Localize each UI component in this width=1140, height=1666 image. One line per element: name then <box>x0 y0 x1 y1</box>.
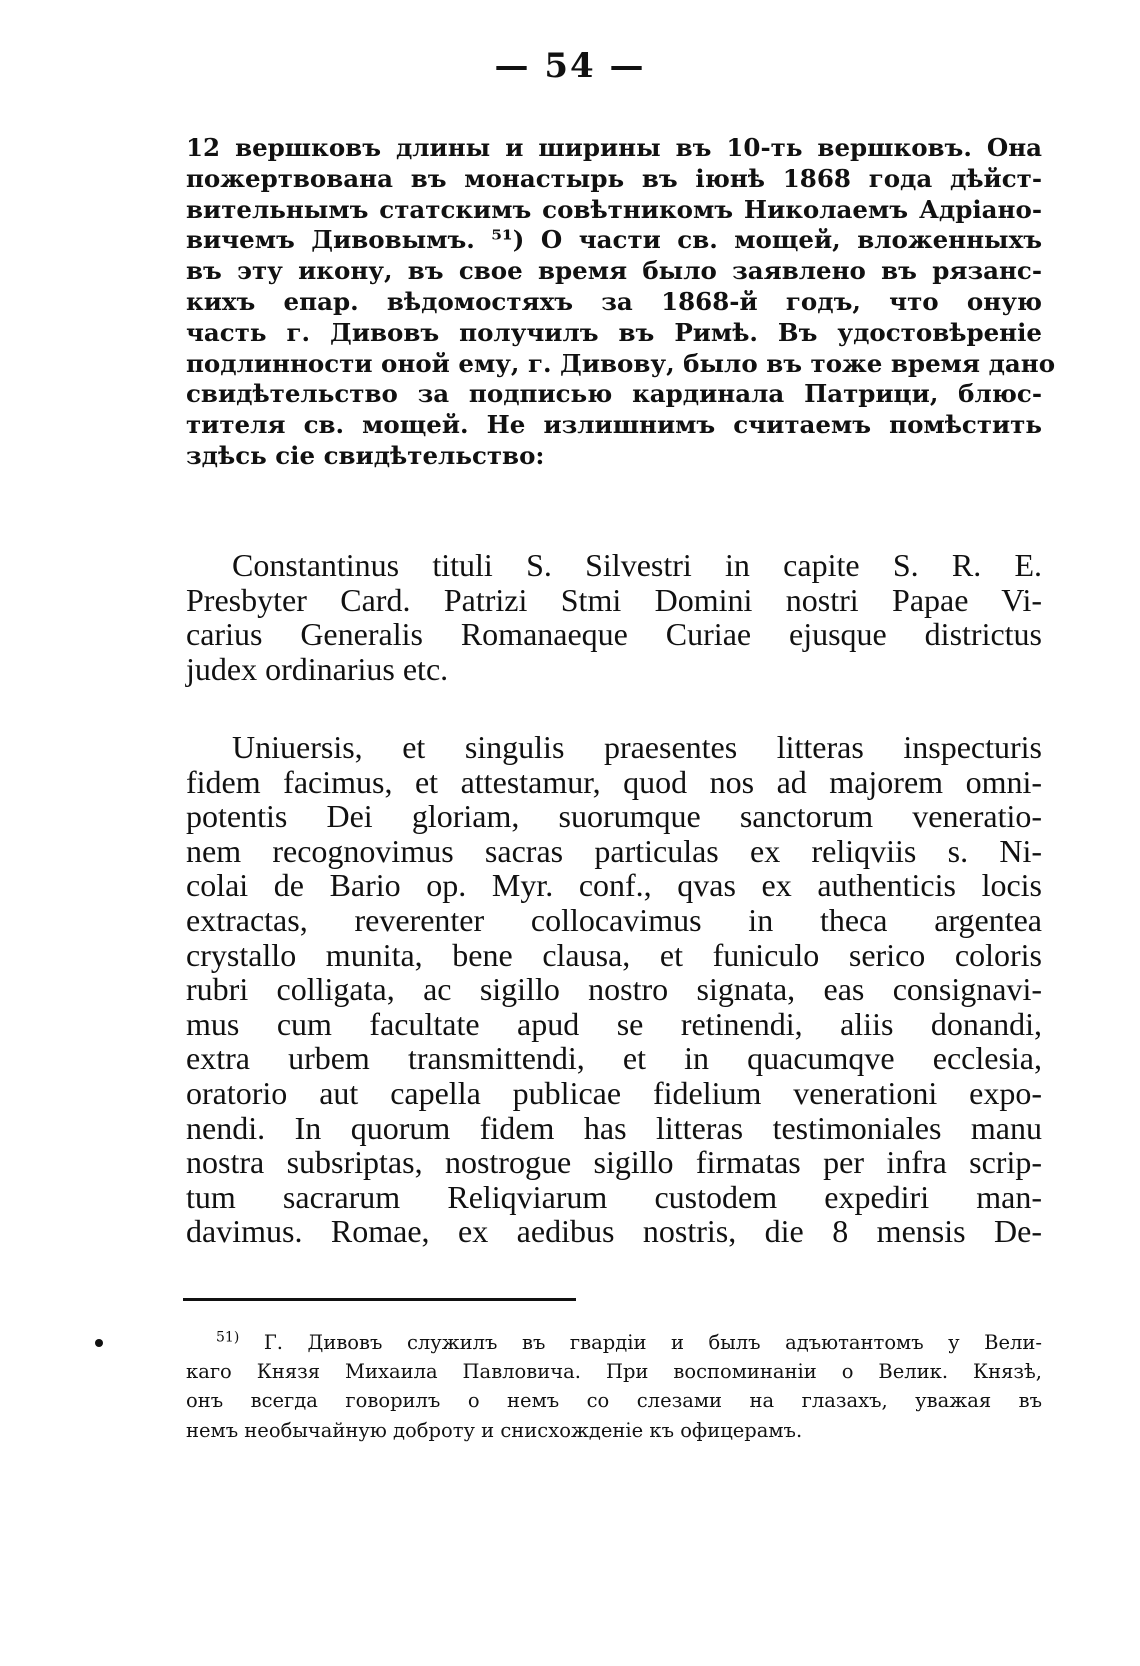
text-line: carius Generalis Romanaeque Curiae ejusque districtus <box>186 616 1042 653</box>
text-line: fidem facimus, et attestamur, quod nos ad majorem omni- <box>186 763 1042 800</box>
text-line: davimus. Romae, ex aedibus nostris, die 8 mensis De- <box>186 1213 1042 1250</box>
page-number: — 54 — <box>494 46 646 86</box>
text-line: mus cum facultate apud se retinendi, aliis donandi, <box>186 1005 1042 1042</box>
footnote-line: онъ всегда говорилъ о немъ со слезами на глазахъ, уважая въ <box>186 1389 1042 1413</box>
text-line: Presbyter Card. Patrizi Stmi Domini nostri Papae Vi- <box>186 581 1042 618</box>
text-line: здѣсь сіе свидѣтельство: <box>186 440 545 470</box>
text-line: potentis Dei gloriam, suorumque sanctorum veneratio- <box>186 798 1042 835</box>
footnote-line: каго Князя Михаила Павловича. При воспоминаніи о Велик. Князѣ, <box>186 1360 1042 1384</box>
text-line: crystallo munita, bene clausa, et funiculo serico coloris <box>186 936 1042 973</box>
text-line: Uniuersis, et singulis praesentes litteras inspecturis <box>232 729 1042 765</box>
text-line: judex ordinarius etc. <box>186 650 449 687</box>
text-line: rubri colligata, ac sigillo nostro signata, eas consignavi- <box>186 971 1042 1008</box>
text-line: тителя св. мощей. Не излишнимъ считаемъ помѣстить <box>186 410 1042 440</box>
footnote-line <box>186 1328 1042 1357</box>
text-line: nendi. In quorum fidem has litteras testimoniales manu <box>186 1109 1042 1146</box>
text-line: nem recognovimus sacras particulas ex reliqviis s. Ni- <box>186 832 1042 869</box>
footnote-marker: 51) <box>216 1329 240 1346</box>
text-line: Constantinus tituli S. Silvestri in capite S. R. E. <box>232 547 1042 583</box>
text-line: oratorio aut capella publicae fidelium venerationi expo- <box>186 1074 1042 1111</box>
text-line: 12 вершковъ длины и ширины въ 10-ть вершковъ. Она <box>186 133 1042 162</box>
text-line: extractas, reverenter collocavimus in theca argentea <box>186 901 1042 938</box>
text-line: extra urbem transmittendi, et in quacumqve ecclesia, <box>186 1040 1042 1077</box>
text-line: свидѣтельство за подписью кардинала Патрици, блюс- <box>186 379 1042 409</box>
text-line: tum sacrarum Reliqviarum custodem expediri man- <box>186 1178 1042 1215</box>
bullet-dot-icon <box>95 1339 103 1347</box>
footnote-text: Г. Дивовъ служилъ въ гвардіи и былъ адъютантомъ у Вели- <box>263 1331 1043 1354</box>
text-line: пожертвована въ монастырь въ іюнѣ 1868 года дѣйст- <box>186 163 1042 193</box>
latin-body-paragraph <box>186 730 1042 1249</box>
text-line: вичемъ Дивовымъ. ⁵¹) О части св. мощей, вложенныхъ <box>186 225 1042 255</box>
text-line: colai de Bario op. Myr. conf., qvas ex authenticis locis <box>186 867 1042 904</box>
russian-paragraph <box>186 133 1056 472</box>
text-line: кихъ епар. вѣдомостяхъ за 1868-й годъ, что оную <box>186 286 1042 316</box>
text-line: часть г. Дивовъ получилъ въ Римѣ. Въ удостовѣреніе <box>186 317 1042 347</box>
footnote-line: немъ необычайную доброту и снисхожденіе къ офицерамъ. <box>186 1418 803 1442</box>
text-line: подлинности оной ему, г. Дивову, было въ тоже время дано <box>186 348 1056 378</box>
text-line: nostra subsriptas, nostrogue sigillo firmatas per infra scrip- <box>186 1144 1042 1181</box>
latin-header-paragraph <box>186 548 1042 686</box>
text-line: въ эту икону, въ свое время было заявлено въ рязанс- <box>186 256 1042 286</box>
footnote-divider <box>183 1298 576 1301</box>
text-line: вительнымъ статскимъ совѣтникомъ Николаемъ Адріано- <box>186 194 1042 224</box>
footnote <box>186 1328 1042 1445</box>
